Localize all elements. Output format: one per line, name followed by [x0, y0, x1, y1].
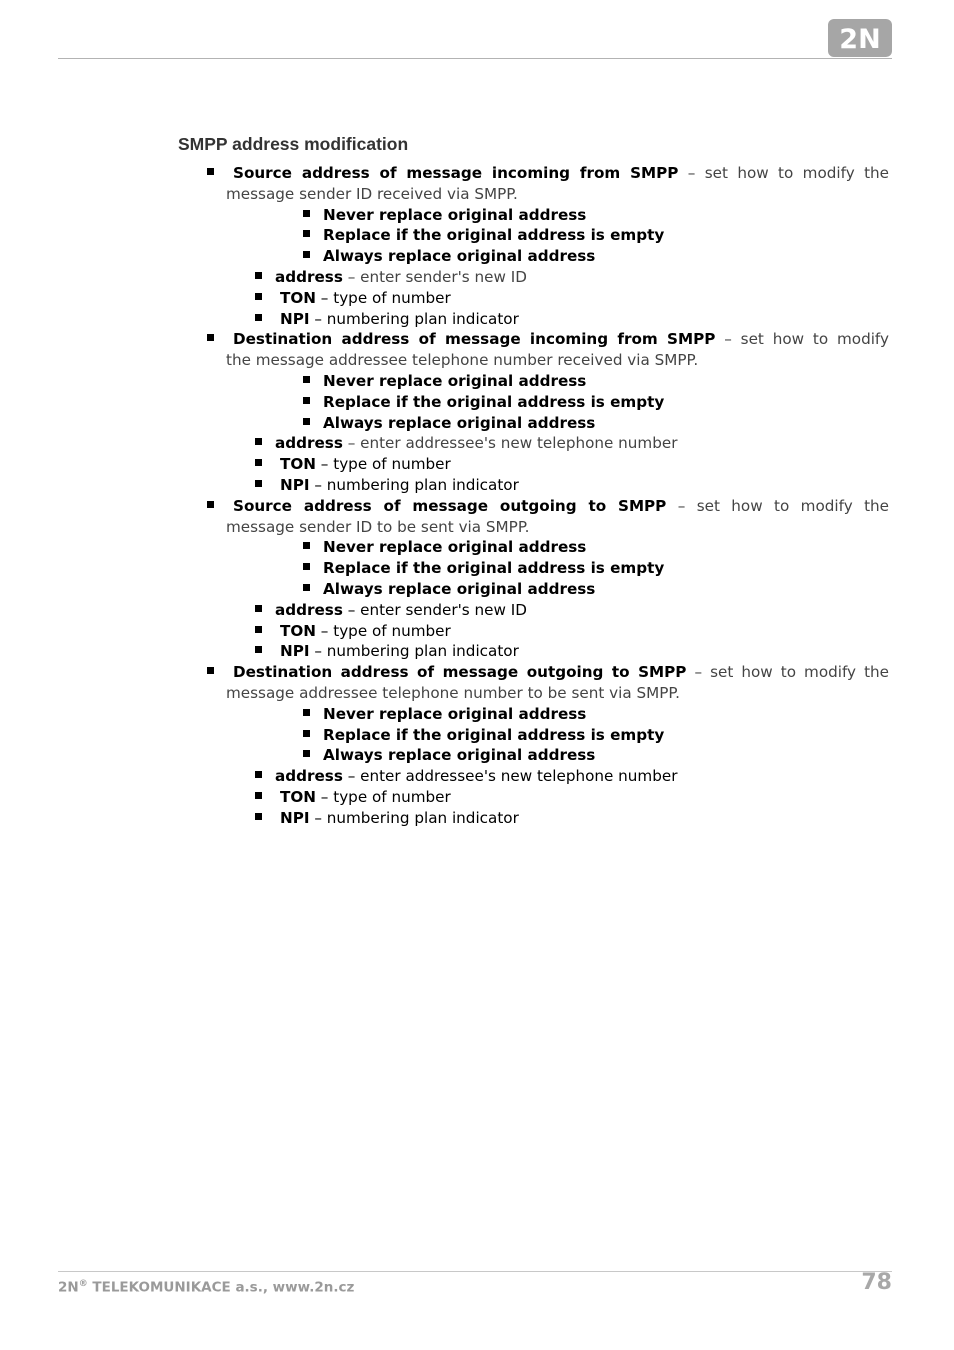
bullet-icon [303, 397, 310, 404]
ton-label: TON [280, 288, 316, 307]
ton-desc: – type of number [315, 455, 451, 474]
footer-company-text: TELEKOMUNIKACE a.s., www.2n.cz [87, 1279, 355, 1296]
option-item [0, 725, 954, 746]
npi-label: NPI [280, 475, 310, 494]
bullet-icon [303, 542, 310, 549]
section-desc-cont-text: message sender ID received via SMPP. [226, 184, 518, 203]
ton-label: TON [280, 621, 316, 640]
bullet-icon [207, 501, 214, 508]
bullet-icon [303, 376, 310, 383]
section-desc-cont-text: message sender ID to be sent via SMPP. [226, 517, 530, 536]
address-label: address [275, 767, 343, 786]
address-desc: – enter sender's new ID [342, 600, 527, 619]
2n-logo [828, 19, 892, 57]
option-item [0, 704, 954, 725]
bullet-icon [207, 667, 214, 674]
npi-label: NPI [280, 309, 310, 328]
option-label: Replace if the original address is empty [323, 392, 665, 411]
logo-text: 2N [839, 24, 881, 55]
section-item [0, 496, 954, 517]
bullet-icon [255, 480, 262, 487]
section-desc-cont-text: message addressee telephone number to be sent via SMPP. [226, 683, 680, 702]
section-title: Destination address of message outgoing to SMPP [233, 663, 687, 682]
document-body [0, 163, 954, 829]
option-item [0, 205, 954, 226]
bullet-icon [207, 168, 214, 175]
section-title: Source address of message incoming from SMPP [233, 164, 679, 182]
option-item [0, 558, 954, 579]
option-label: Always replace original address [323, 746, 596, 765]
ton-label: TON [280, 787, 316, 806]
bullet-icon [303, 251, 310, 258]
option-label: Replace if the original address is empty [323, 559, 665, 578]
bullet-icon [303, 563, 310, 570]
bullet-icon [303, 230, 310, 237]
ton-desc: – type of number [315, 787, 451, 806]
address-item [0, 267, 954, 288]
section-title: Destination address of message incoming from SMPP [233, 330, 716, 349]
npi-desc: – numbering plan indicator [309, 475, 519, 494]
address-desc: – enter addressee's new telephone number [342, 434, 678, 453]
ton-desc: – type of number [315, 621, 451, 640]
address-item [0, 766, 954, 787]
ton-item [0, 454, 954, 475]
section-desc: – set how to modify the [686, 663, 890, 682]
bullet-icon [303, 584, 310, 591]
header-rule [58, 58, 892, 59]
bullet-icon [303, 210, 310, 217]
npi-desc: – numbering plan indicator [309, 642, 519, 661]
section-desc-cont [0, 683, 954, 704]
bullet-icon [255, 272, 262, 279]
npi-item [0, 808, 954, 829]
ton-label: TON [280, 455, 316, 474]
bullet-icon [255, 605, 262, 612]
section-desc-cont [0, 184, 954, 205]
option-label: Never replace original address [323, 538, 587, 557]
bullet-icon [255, 813, 262, 820]
ton-item [0, 787, 954, 808]
option-item [0, 745, 954, 766]
npi-item [0, 309, 954, 330]
address-desc: – enter addressee's new telephone number [342, 767, 678, 786]
npi-label: NPI [280, 642, 310, 661]
page-number: 78 [861, 1270, 892, 1295]
npi-desc: – numbering plan indicator [309, 808, 519, 827]
bullet-icon [303, 418, 310, 425]
option-label: Replace if the original address is empty [323, 725, 665, 744]
section-desc: – set how to modify [715, 330, 889, 349]
option-item [0, 579, 954, 600]
option-item [0, 246, 954, 267]
option-item [0, 371, 954, 392]
address-label: address [275, 600, 343, 619]
option-label: Never replace original address [323, 371, 587, 390]
section-desc: – set how to modify the [678, 164, 889, 182]
bullet-icon [207, 334, 214, 341]
npi-item [0, 641, 954, 662]
section-item [0, 163, 954, 184]
address-item [0, 600, 954, 621]
address-label: address [275, 434, 343, 453]
bullet-icon [255, 646, 262, 653]
option-item [0, 413, 954, 434]
section-heading: SMPP address modification [178, 134, 409, 154]
bullet-icon [255, 438, 262, 445]
option-item [0, 537, 954, 558]
section-desc-cont [0, 517, 954, 538]
bullet-icon [255, 293, 262, 300]
bullet-icon [303, 730, 310, 737]
option-label: Never replace original address [323, 704, 587, 723]
section-item [0, 329, 954, 350]
option-item [0, 392, 954, 413]
bullet-icon [303, 750, 310, 757]
bullet-icon [303, 709, 310, 716]
bullet-icon [255, 771, 262, 778]
footer-brand: 2N [58, 1279, 79, 1296]
option-label: Replace if the original address is empty [323, 226, 665, 245]
option-label: Always replace original address [323, 413, 596, 432]
option-label: Never replace original address [323, 205, 587, 224]
address-item [0, 433, 954, 454]
option-item [0, 225, 954, 246]
bullet-icon [255, 314, 262, 321]
bullet-icon [255, 459, 262, 466]
address-label: address [275, 267, 343, 286]
npi-label: NPI [280, 808, 310, 827]
address-desc: – enter sender's new ID [342, 267, 527, 286]
section-desc: – set how to modify the [666, 496, 889, 515]
ton-item [0, 621, 954, 642]
section-desc-cont [0, 350, 954, 371]
footer-rule [58, 1271, 892, 1272]
section-desc-cont-text: the message addressee telephone number received via SMPP. [226, 351, 699, 370]
section-title: Source address of message outgoing to SMPP [233, 496, 667, 515]
bullet-icon [255, 626, 262, 633]
ton-desc: – type of number [315, 288, 451, 307]
footer-company [58, 1279, 354, 1296]
ton-item [0, 288, 954, 309]
bullet-icon [255, 792, 262, 799]
option-label: Always replace original address [323, 247, 596, 266]
npi-item [0, 475, 954, 496]
option-label: Always replace original address [323, 579, 596, 598]
registered-mark: ® [78, 1279, 88, 1289]
npi-desc: – numbering plan indicator [309, 309, 519, 328]
section-item [0, 662, 954, 683]
